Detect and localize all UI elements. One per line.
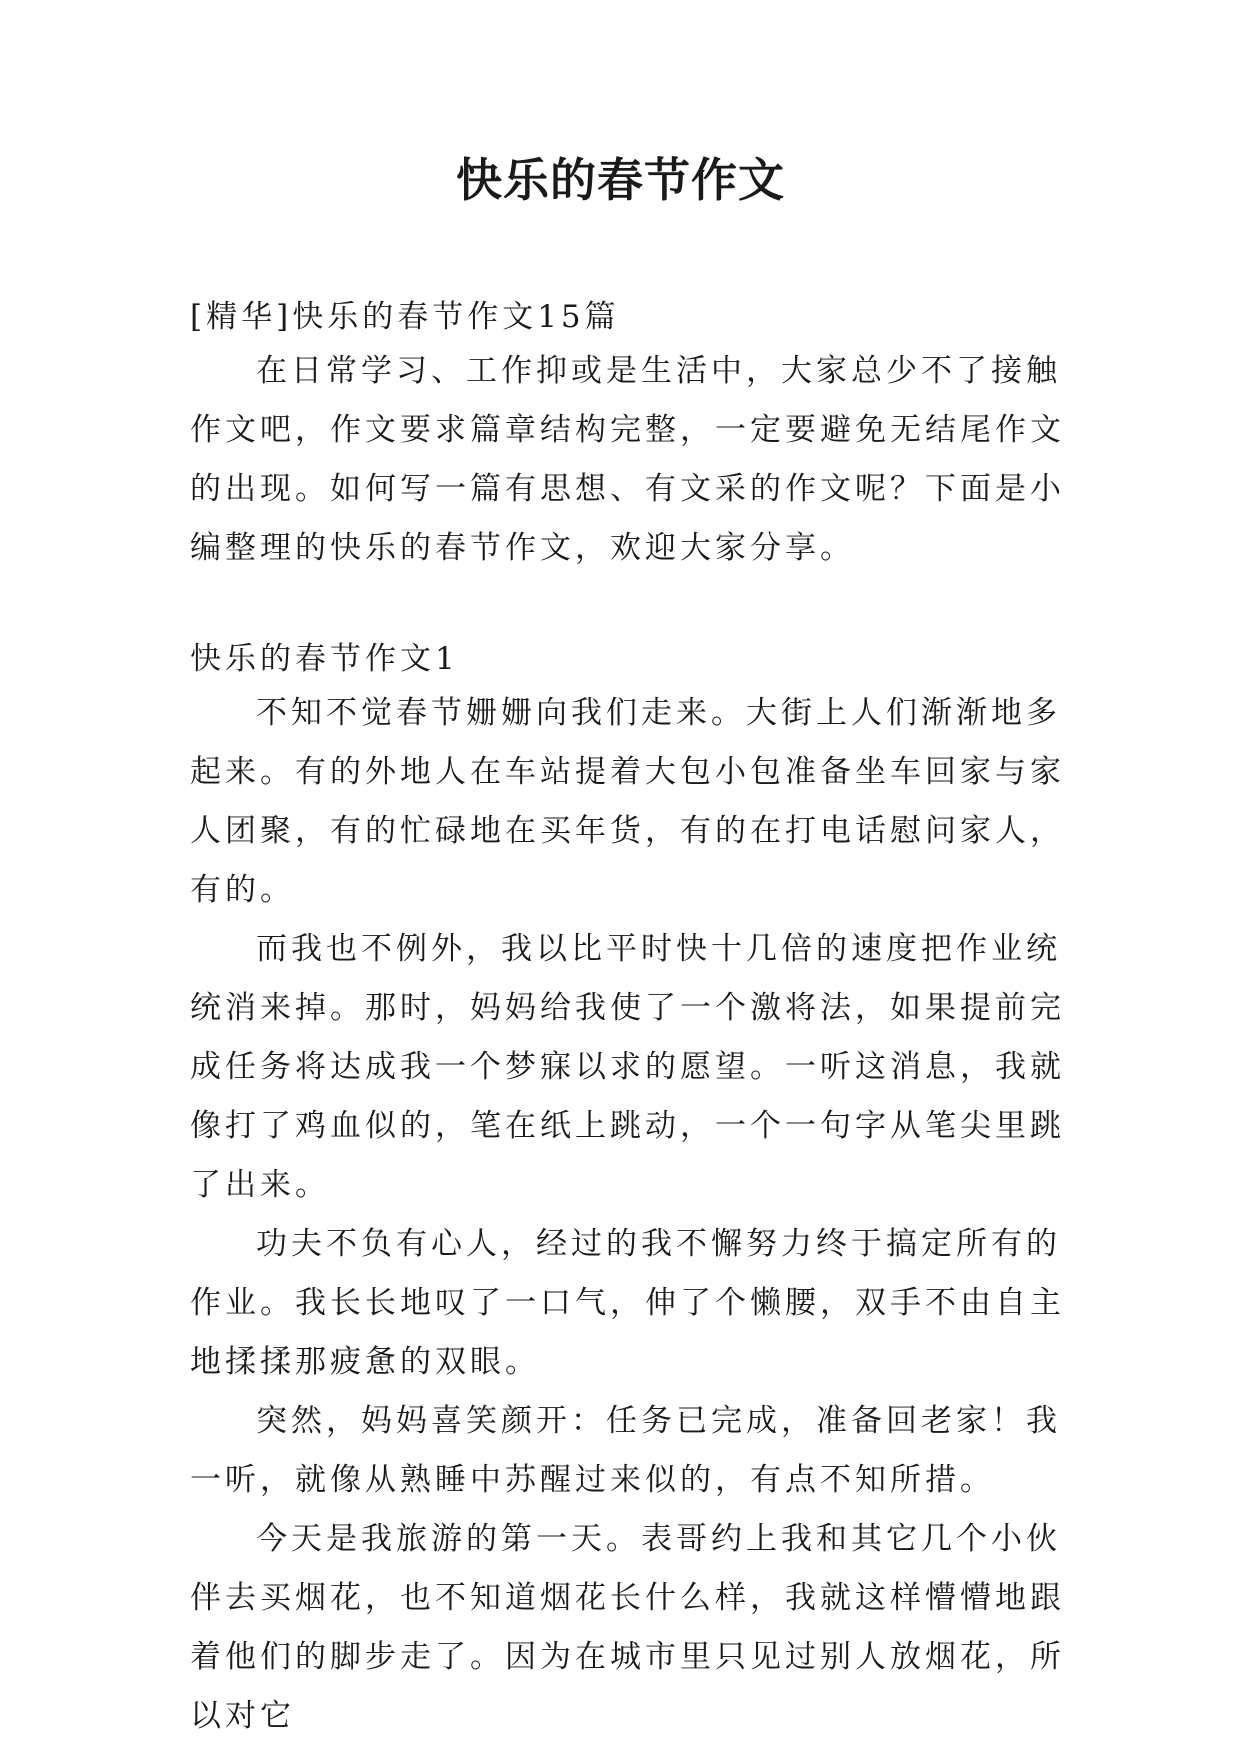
essay-paragraph: 今天是我旅游的第一天。表哥约上我和其它几个小伙伴去买烟花，也不知道烟花长什么样，我就这样懵懵地跟着他们的脚步走了。因为在城市里只见过别人放烟花，所以对它 — [190, 1521, 1065, 1734]
document-title: 快乐的春节作文 — [456, 153, 785, 207]
intro-paragraph: 在日常学习、工作抑或是生活中，大家总少不了接触作文吧，作文要求篇章结构完整，一定要避免无结尾作文的出现。如何写一篇有思想、有文采的作文呢？下面是小编整理的快乐的春节作文，欢迎大家分享。 — [190, 353, 1065, 566]
essay-paragraph: 而我也不例外，我以比平时快十几倍的速度把作业统统消来掉。那时，妈妈给我使了一个激将法，如果提前完成任务将达成我一个梦寐以求的愿望。一听这消息，我就像打了鸡血似的，笔在纸上跳动，一个一句字从笔尖里跳了出来。 — [190, 931, 1065, 1203]
essay-paragraph: 突然，妈妈喜笑颜开：任务已完成，准备回老家！我一听，就像从熟睡中苏醒过来似的，有点不知所措。 — [190, 1403, 1061, 1498]
section-heading: 快乐的春节作文1 — [190, 641, 459, 677]
document-subtitle: [精华]快乐的春节作文15篇 — [190, 299, 620, 335]
essay-paragraph: 功夫不负有心人，经过的我不懈努力终于搞定所有的作业。我长长地叹了一口气，伸了个懒腰，双手不由自主地揉揉那疲惫的双眼。 — [190, 1226, 1065, 1380]
essay-paragraph: 不知不觉春节姗姗向我们走来。大街上人们渐渐地多起来。有的外地人在车站提着大包小包准备坐车回家与家人团聚，有的忙碌地在买年货，有的在打电话慰问家人，有的。 — [190, 695, 1065, 908]
essay-body — [190, 684, 1070, 1746]
